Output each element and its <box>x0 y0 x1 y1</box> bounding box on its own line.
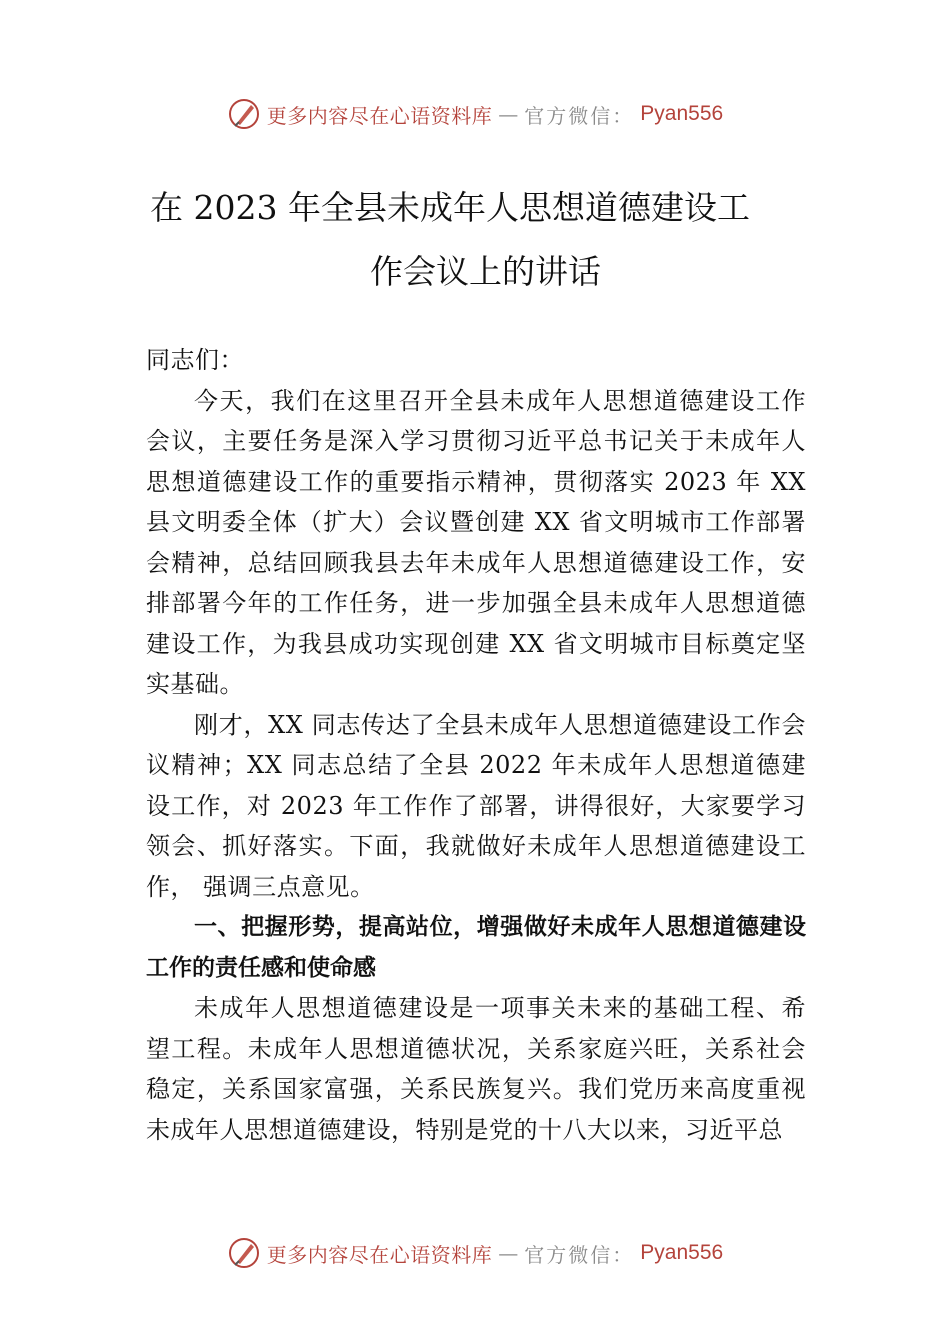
banner-wechat-id: Pyan556 <box>640 102 724 125</box>
document-title-line-2: 作会议上的讲话 <box>370 252 601 291</box>
paragraph-3: 未成年人思想道德建设是一项事关未来的基础工程、希望工程。未成年人思想道德状况，关系家庭兴旺，关系社会稳定，关系国家富强，关系民族复兴。我们党历来高度重视未成年人思想道德建设，特别是党的十八大以来，习近平总 <box>146 994 806 1144</box>
section-heading-1: 一、把握形势，提高站位，增强做好未成年人思想道德建设工作的责任感和使命感 <box>146 914 806 981</box>
salutation: 同志们： <box>146 346 244 374</box>
banner-wechat-label: 官方微信： <box>524 1242 635 1267</box>
quill-pen-logo-icon <box>227 1236 261 1270</box>
banner-wechat-id: Pyan556 <box>640 1241 724 1264</box>
quill-pen-logo-icon <box>227 97 261 131</box>
banner-text: 更多内容尽在心语资料库 <box>266 103 493 128</box>
banner-wechat-label: 官方微信： <box>524 103 635 128</box>
banner-separator: — <box>498 102 519 126</box>
paragraph-1: 今天，我们在这里召开全县未成年人思想道德建设工作会议，主要任务是深入学习贯彻习近平总书记关于未成年人思想道德建设工作的重要指示精神，贯彻落实 2023 年 XX 县文明委全体（扩大）会议暨创建 XX 省文明城市工作部署会精神，总结回顾我县去年未成年人思想道德建设工作，安排部署今年的工作任务，进一步加强全县未成年人思想道德建设工作，为我县成功实现创建 XX 省文明城市目标奠定坚实基础。 <box>146 386 806 698</box>
banner-separator: — <box>498 1241 519 1265</box>
document-body <box>146 340 806 1150</box>
footer-watermark-banner <box>0 1233 950 1273</box>
document-title-line-1: 在 2023 年全县未成年人思想道德建设工 <box>150 188 750 227</box>
paragraph-2: 刚才，XX 同志传达了全县未成年人思想道德建设工作会议精神；XX 同志总结了全县 2022 年未成年人思想道德建设工作，对 2023 年工作作了部署，讲得很好，大家要学习领会、抓好落实。下面，我就做好未成年人思想道德建设工作， 强调三点意见。 <box>146 710 806 901</box>
banner-text: 更多内容尽在心语资料库 <box>266 1242 493 1267</box>
header-watermark-banner <box>0 94 950 134</box>
